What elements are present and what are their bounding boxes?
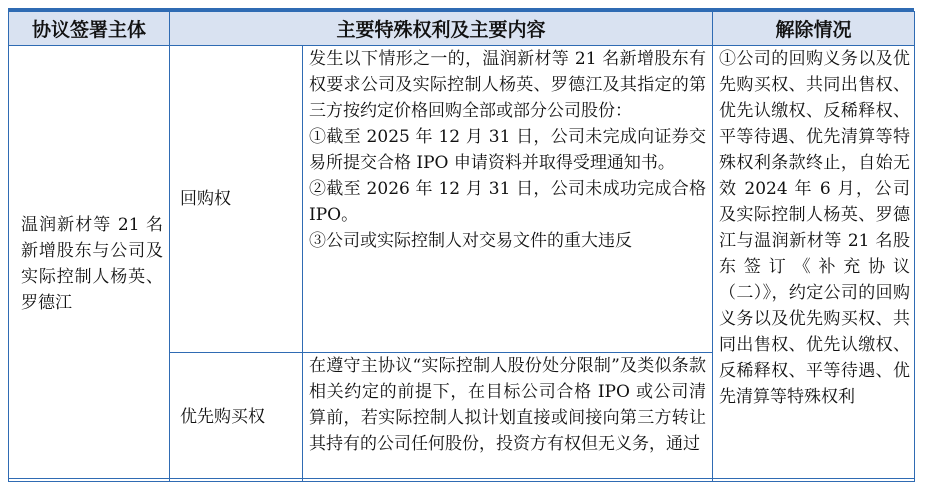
- right-content-cell: [303, 353, 713, 482]
- header-special-rights: 主要特殊权利及主要内容: [170, 12, 713, 46]
- buyback-condition-2: ②截至 2026 年 12 月 31 日，公司未成功完成合格 IPO。: [309, 179, 707, 225]
- right-content-cell: [303, 46, 713, 353]
- signing-party-cell: [9, 46, 170, 482]
- table-row: [9, 46, 915, 353]
- header-signing-party: 协议签署主体: [9, 12, 170, 46]
- preemptive-content: 在遵守主协议“实际控制人股份处分限制”及类似条款相关约定的前提下，在目标公司合格 IPO 或公司清算前，若实际控制人拟计划直接或间接向第三方转让其持有的公司任何股份，投资方有权但无义务，通过: [309, 356, 707, 454]
- release-status-text: ①公司的回购义务以及优先购买权、共同出售权、优先认缴权、反稀释权、平等待遇、优先清算等特殊权利条款终止，自始无效 2024 年 6 月，公司及实际控制人杨英、罗德江与温润新材等 21 名股东签订《补充协议（二）》，约定公司的回购义务以及优先购买权、共同出售权、优先认缴权、反稀释权、平等待遇、优先清算等特殊权利: [719, 49, 911, 407]
- signing-party-text: 温润新材等 21 名新增股东与公司及实际控制人杨英、罗德江: [21, 214, 163, 313]
- right-name-preemptive: 优先购买权: [180, 407, 265, 427]
- page-cut-rule: [8, 478, 914, 479]
- special-rights-table: [8, 11, 915, 482]
- buyback-intro: 发生以下情形之一的，温润新材等 21 名新增股东有权要求公司及实际控制人杨英、罗德江及其指定的第三方按约定价格回购全部或部分公司股份：: [309, 49, 707, 121]
- right-name-cell: [170, 353, 303, 482]
- buyback-condition-1: ①截至 2025 年 12 月 31 日，公司未完成向证券交易所提交合格 IPO 申请资料并取得受理通知书。: [309, 127, 707, 173]
- table-header-row: [9, 12, 915, 46]
- buyback-condition-3: ③公司或实际控制人对交易文件的重大违反: [309, 231, 632, 251]
- release-status-cell: [713, 46, 915, 482]
- right-name-buyback: 回购权: [180, 189, 231, 209]
- header-release-status: 解除情况: [713, 12, 915, 46]
- right-name-cell: [170, 46, 303, 353]
